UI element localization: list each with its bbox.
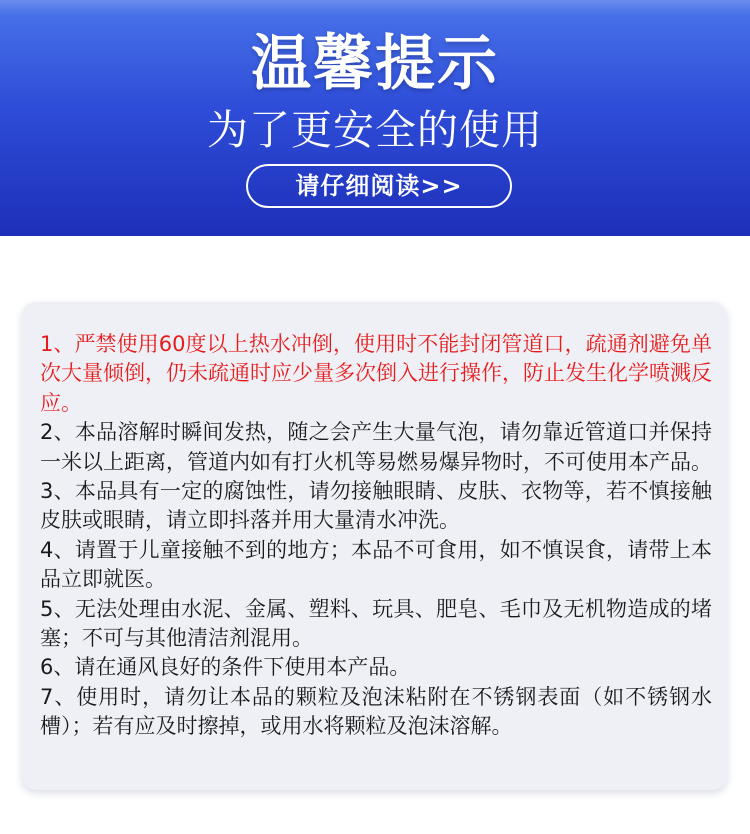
notice-item-3: 3、本品具有一定的腐蚀性，请勿接触眼睛、皮肤、衣物等，若不慎接触皮肤或眼睛，请立即抖落并用大量清水冲洗。 [40,479,712,533]
notice-item-6: 6、请在通风良好的条件下使用本产品。 [40,655,411,680]
notice-item-4: 4、请置于儿童接触不到的地方；本品不可食用，如不慎误食，请带上本品立即就医。 [40,537,712,592]
read-carefully-button[interactable]: 请仔细阅读>> [246,164,512,208]
notice-item-5: 5、无法处理由水泥、金属、塑料、玩具、肥皂、毛巾及无机物造成的堵塞；不可与其他清洁剂混用。 [40,596,712,651]
header-banner [0,0,750,236]
notice-item-2: 2、本品溶解时瞬间发热，随之会产生大量气泡，请勿靠近管道口并保持一米以上距离，管道内如有打火机等易燃易爆异物时，不可使用本产品。 [40,420,712,474]
page-title: 温馨提示 [251,29,499,99]
notice-item-1: 1、严禁使用60度以上热水冲倒，使用时不能封闭管道口，疏通剂避免单次大量倾倒，仍未疏通时应少量多次倒入进行操作，防止发生化学喷溅反应。 [40,332,712,415]
page-subtitle: 为了更安全的使用 [207,106,543,154]
notice-item-7: 7、使用时，请勿让本品的颗粒及泡沫粘附在不锈钢表面（如不锈钢水槽）；若有应及时擦掉，或用水将颗粒及泡沫溶解。 [40,684,712,739]
notice-list [40,330,712,742]
